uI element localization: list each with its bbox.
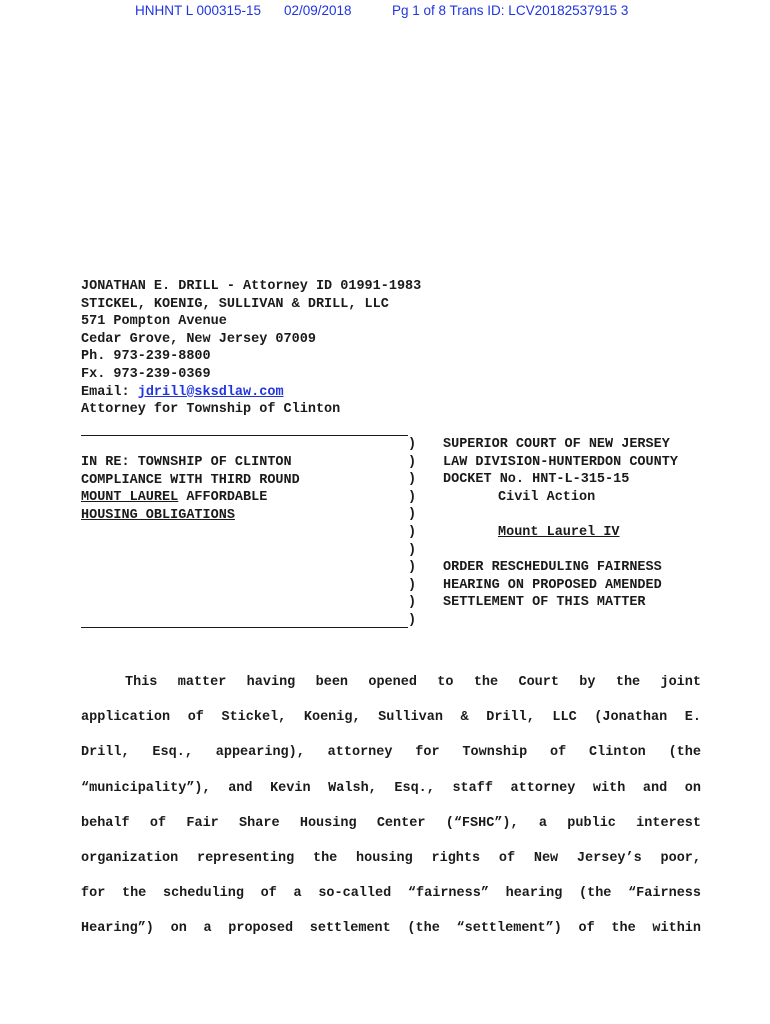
paren: ) xyxy=(408,612,417,628)
mount-laurel-iv xyxy=(443,524,763,542)
paren: ) xyxy=(408,524,417,540)
street-address: 571 Pompton Avenue xyxy=(81,314,227,330)
caption-right xyxy=(443,436,763,612)
paren: ) xyxy=(408,454,417,470)
email-link[interactable]: jdrill@sksdlaw.com xyxy=(137,384,284,400)
body-line: Hearing”) on a proposed settlement (the “settlement”) of the within xyxy=(81,921,701,937)
caption-bottom-rule xyxy=(81,627,408,628)
body-line: “municipality”), and Kevin Walsh, Esq., staff attorney with and on xyxy=(81,780,701,796)
docket-number: DOCKET No. HNT-L-315-15 xyxy=(443,472,630,488)
caption-top-rule xyxy=(81,435,408,436)
paren: ) xyxy=(408,472,417,488)
spacer xyxy=(443,506,763,524)
spacer xyxy=(443,542,763,560)
caption-line-3-rest: AFFORDABLE xyxy=(178,490,268,506)
paren: ) xyxy=(408,577,417,593)
filing-date: 02/09/2018 xyxy=(284,3,352,18)
page-trans-id: Pg 1 of 8 Trans ID: LCV20182537915 3 xyxy=(392,3,629,18)
court-division: LAW DIVISION-HUNTERDON COUNTY xyxy=(443,454,678,470)
order-title-1: ORDER RESCHEDULING FAIRNESS xyxy=(443,560,662,576)
fax-number: Fx. 973-239-0369 xyxy=(81,366,211,382)
body-line: for the scheduling of a so-called “fairness” hearing (the “Fairness xyxy=(81,886,701,902)
order-title-2: HEARING ON PROPOSED AMENDED xyxy=(443,577,662,593)
city-state-zip: Cedar Grove, New Jersey 07009 xyxy=(81,331,316,347)
body-line: organization representing the housing rights of New Jersey’s poor, xyxy=(81,851,701,867)
phone-number: Ph. 973-239-8800 xyxy=(81,349,211,365)
paren: ) xyxy=(408,507,417,523)
caption-line-3 xyxy=(81,489,300,507)
mount-laurel-iv-text: Mount Laurel IV xyxy=(498,524,620,540)
body-line: application of Stickel, Koenig, Sullivan & Drill, LLC (Jonathan E. xyxy=(81,710,701,726)
caption-line-2: COMPLIANCE WITH THIRD ROUND xyxy=(81,472,300,488)
paren: ) xyxy=(408,560,417,576)
case-id: HNHNT L 000315-15 xyxy=(135,3,262,18)
court-name: SUPERIOR COURT OF NEW JERSEY xyxy=(443,437,670,452)
caption-parentheses xyxy=(408,436,416,630)
email-line xyxy=(81,384,421,402)
caption-left xyxy=(81,454,300,524)
email-label: Email: xyxy=(81,384,138,400)
firm-name: STICKEL, KOENIG, SULLIVAN & DRILL, LLC xyxy=(81,296,389,312)
body-line: behalf of Fair Share Housing Center (“FSHC”), a public interest xyxy=(81,815,701,831)
attorney-role: Attorney for Township of Clinton xyxy=(81,402,341,418)
caption-line-4: HOUSING OBLIGATIONS xyxy=(81,507,235,523)
mount-laurel-underlined: MOUNT LAUREL xyxy=(81,490,179,506)
body-line: Drill, Esq., appearing), attorney for Township of Clinton (the xyxy=(81,745,701,761)
caption-line-1: IN RE: TOWNSHIP OF CLINTON xyxy=(81,455,292,470)
civil-action: Civil Action xyxy=(498,489,596,505)
order-body xyxy=(81,665,701,947)
paren: ) xyxy=(408,437,417,452)
attorney-name: JONATHAN E. DRILL - Attorney ID 01991-1983 xyxy=(81,279,422,294)
body-line: This matter having been opened to the Court by the joint xyxy=(125,675,701,690)
paren: ) xyxy=(408,489,417,505)
attorney-block xyxy=(81,278,421,419)
paren: ) xyxy=(408,542,417,558)
order-title-3: SETTLEMENT OF THIS MATTER xyxy=(443,595,646,611)
paren: ) xyxy=(408,595,417,611)
